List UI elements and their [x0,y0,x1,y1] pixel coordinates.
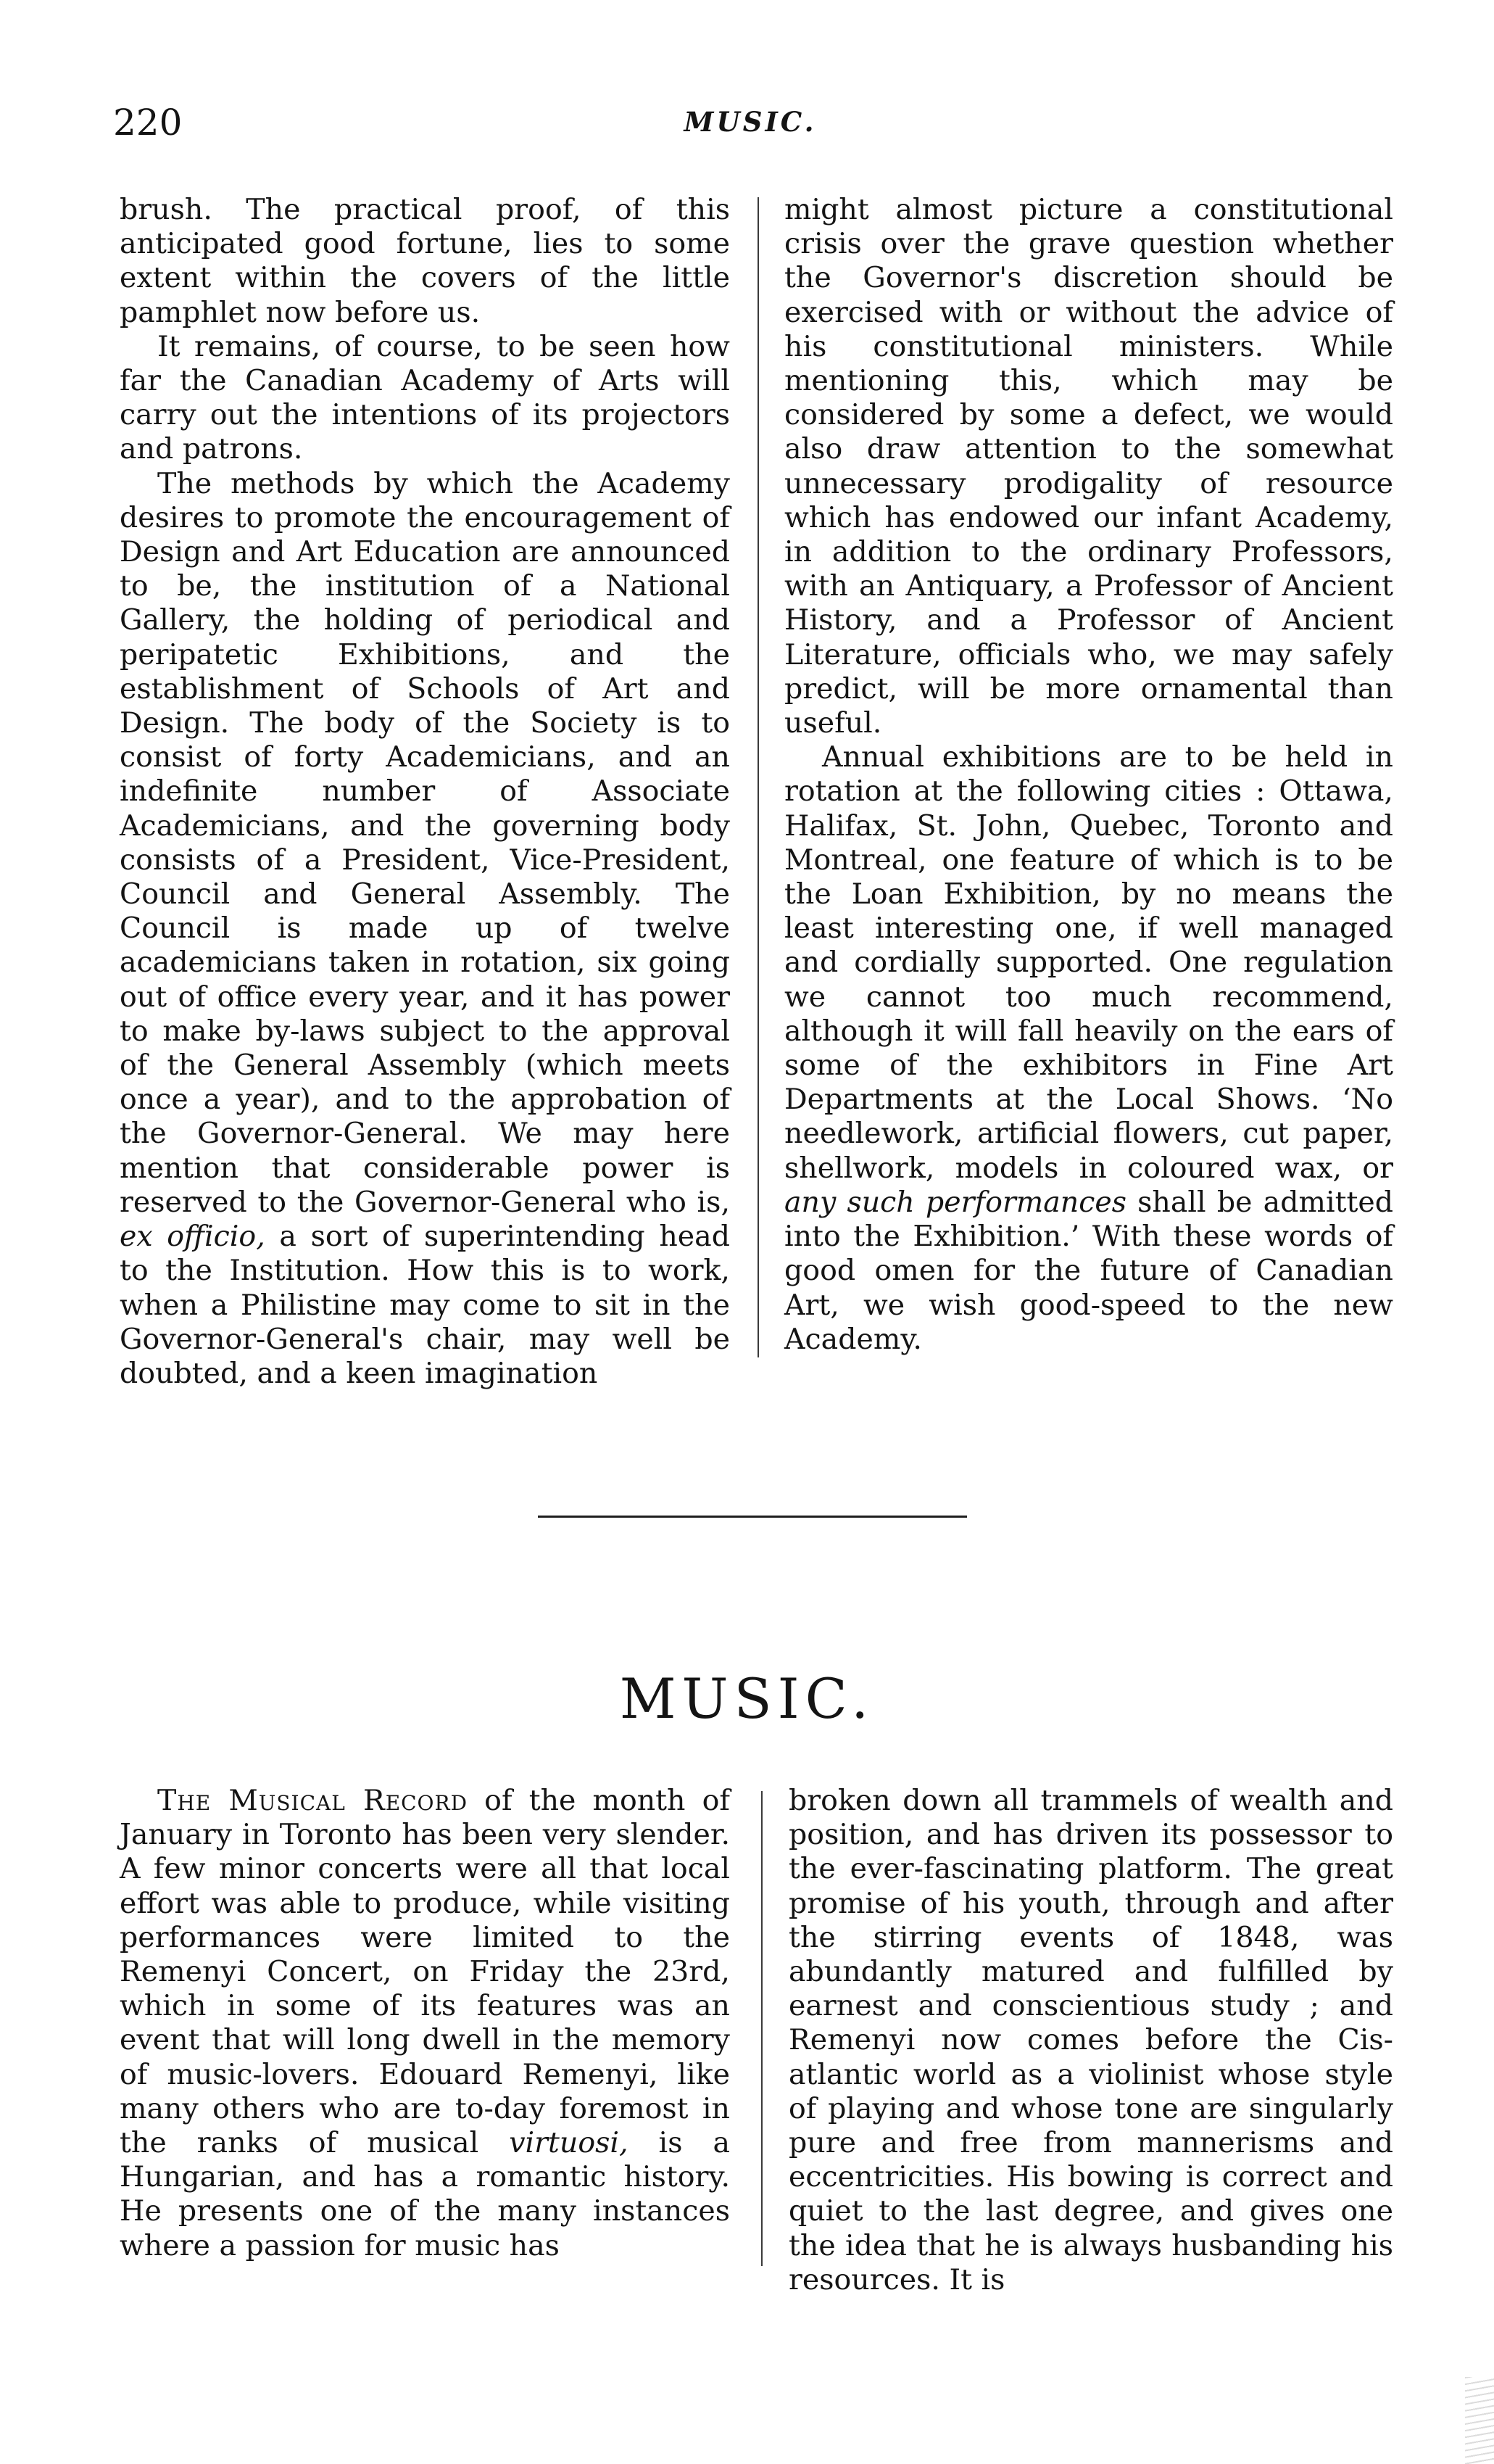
italic-phrase: any such performances [784,1185,1126,1219]
page-header [109,102,1392,160]
lead-in-smallcaps: The Musical Record [157,1784,468,1817]
column-divider [761,1791,763,2266]
paragraph [120,467,730,1391]
music-column-right [789,1784,1393,2297]
paragraph: might almost picture a constitutional crisis over the grave question whether the Governor's discretion should be exercised with or without the advice of his constitutional ministers. While mentioning this, which may be considered by some a defect, we would also draw attention to the somewhat unnecessary prodigality of resource which has endowed our infant Academy, in addition to the ordinary Professors, with an Antiquary, a Professor of Ancient History, and a Professor of Ancient Literature, officials who, we may safely predict, will be more ornamental than useful. [784,193,1393,740]
article-column-left [120,193,730,1391]
paragraph-text: is a Hungarian, and has a romantic history. He presents one of the many instances where a passion for music has [120,2126,730,2262]
paragraph [120,1784,730,2263]
paragraph: brush. The practical proof, of this anticipated good fortune, lies to some extent within the covers of the little pamphlet now before us. [120,193,730,329]
paragraph-text: a sort of superintending head to the Institution. How this is to work, when a Philistine may come to sit in the Governor-General's chair, may well be doubted, and a keen imagination [120,1220,730,1390]
paragraph: broken down all trammels of wealth and position, and has driven its possessor to the ever-fascinating platform. The great promise of his youth, through and after the stirring events of 1848, was abundantly matured and fulfilled by earnest and conscientious study ; and Remenyi now comes before the Cis-atlantic world as a violinist whose style of playing and whose tone are singularly pure and free from mannerisms and eccentricities. His bowing is correct and quiet to the last degree, and gives one the idea that he is always husbanding his resources. It is [789,1784,1393,2296]
section-separator-rule [538,1516,967,1518]
italic-phrase: virtuosi, [509,2126,628,2160]
paragraph-text: shall be admitted into the Exhibition.’ With these words of good omen for the future of Canadian Art, we wish good-speed to the new Academy. [784,1185,1394,1356]
article-column-right [784,193,1393,1357]
paragraph: It remains, of course, to be seen how far the Canadian Academy of Arts will carry out the intentions of its projectors and patrons. [120,329,730,466]
italic-phrase: ex officio, [120,1220,265,1254]
section-title: MUSIC. [619,1666,875,1731]
music-column-left [120,1784,730,2263]
column-divider [758,197,759,1357]
paragraph-text: Annual exhibitions are to be held in rotation at the following cities : Ottawa, Halifax, St. John, Quebec, Toronto and Montreal, one feature of which is to be the Loan Exhibition, by no means the least interesting one, if well managed and cordially supported. One regulation we cannot too much recommend, although it will fall heavily on the ears of some of the exhibitors in Fine Art Departments at the Local Shows. ‘No needlework, artificial flowers, cut paper, shellwork, models in coloured wax, or [784,740,1393,1185]
scan-edge-mark [1465,2377,1494,2464]
paragraph [784,740,1393,1357]
paragraph-text: of the month of January in Toronto has been very slender. A few minor concerts were all that local effort was able to produce, while visiting performances were limited to the Remenyi Concert, on Friday the 23rd, which in some of its features was an event that will long dwell in the memory of music-lovers. Edouard Remenyi, like many others who are to-day foremost in the ranks of musical [120,1784,731,2160]
page-number: 220 [113,102,183,144]
running-title: MUSIC. [684,106,817,138]
paragraph-text: The methods by which the Academy desires to promote the encouragement of Design and Art Education are announced to be, the institution of a National Gallery, the holding of periodical and peripatetic Exhibitions, and the establishment of Schools of Art and Design. The body of the Society is to consist of forty Academicians, and an indefinite number of Associate Academicians, and the governing body consists of a President, Vice-President, Council and General Assembly. The Council is made up of twelve academicians taken in rotation, six going out of office every year, and it has power to make by-laws subject to the approval of the General Assembly (which meets once a year), and to the approbation of the Governor-General. We may here mention that considerable power is reserved to the Governor-General who is, [120,466,730,1219]
